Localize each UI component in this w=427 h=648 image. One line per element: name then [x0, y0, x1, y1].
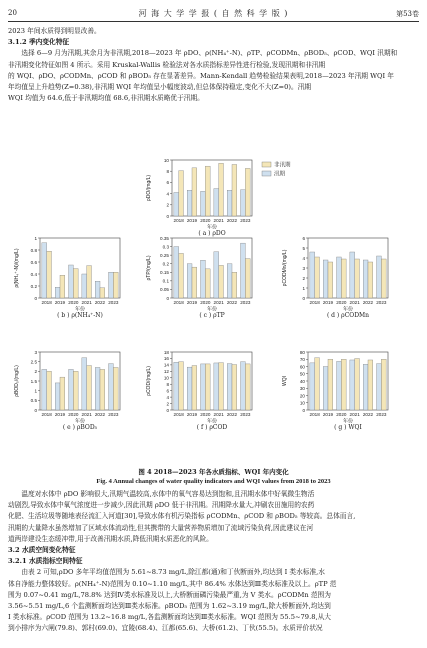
x-tick-label: 2023 [108, 300, 119, 305]
x-axis-label: 年份 [342, 418, 354, 425]
x-tick-label: 2020 [68, 412, 79, 417]
bar-nonflood [179, 171, 184, 216]
y-tick-label: 0 [302, 295, 305, 301]
bar-flood [214, 363, 219, 410]
y-tick-label: 1.5 [30, 378, 37, 384]
bar-flood [109, 272, 114, 298]
text-line: 由表 2 可知,ρDO 多年平均值范围为 5.61~8.73 mg/L,除江都(通)和丁伙断面外,均达到 I 类水标准,水 [8, 568, 325, 577]
bar-flood [323, 367, 328, 411]
x-tick-label: 2022 [226, 412, 238, 417]
bar-nonflood [192, 366, 197, 410]
text-line: 道两岸建设生态缓冲带,用于改善汛期水质,降低汛期水质恶化的风险。 [8, 534, 213, 543]
x-axis-label: 年份 [342, 306, 354, 313]
bar-flood [82, 358, 87, 410]
x-tick-label: 2019 [54, 300, 66, 305]
y-tick-label: 4 [302, 255, 305, 261]
text-line: 温度对水体中 ρDO 影响很大,汛期气温较高,水体中的氧气容易达到饱和,且汛期水体中好氧微生物活 [8, 490, 315, 498]
x-tick-label: 2023 [376, 412, 387, 417]
y-tick-label: 14 [163, 362, 169, 368]
y-tick-label: 6 [166, 388, 169, 394]
y-tick-label: 0.3 [162, 244, 169, 250]
x-tick-label: 2022 [226, 300, 238, 305]
text-line: 汛期的大量降水虽然增加了区域水体流动性,但其携带的大量营养物质增加了流域污染负荷,因此建议在河 [8, 523, 314, 532]
x-tick-label: 2022 [362, 412, 374, 417]
bar-nonflood [113, 367, 118, 410]
bar-flood [187, 264, 192, 298]
bar-nonflood [87, 366, 92, 410]
x-tick-label: 2019 [186, 300, 198, 305]
legend-swatch-nonflood [262, 162, 271, 167]
y-tick-label: 6 [166, 180, 169, 186]
y-axis-label: ρ(NH₄⁺-N)/(mg/L) [14, 248, 20, 288]
bar-nonflood [73, 269, 78, 298]
bar-flood [55, 287, 60, 298]
bar-nonflood [341, 259, 346, 298]
bar-nonflood [368, 262, 373, 298]
volume-number: 第53卷 [396, 10, 419, 18]
x-axis-label: 年份 [74, 418, 86, 425]
section-heading: 3.2.1 水质指标空间特征 [8, 557, 83, 566]
y-tick-label: 0.15 [160, 270, 169, 276]
bar-flood [95, 281, 100, 298]
subplot-caption-c: ( c ) ρTP [199, 312, 225, 319]
text-line: 体自净能力整体较好。ρ(NH₄⁺-N)范围为 0.10~1.10 mg/L,其中 86.4% 水体达到Ⅲ类水标准及以上。ρTP 范 [8, 579, 337, 588]
bar-flood [310, 252, 315, 298]
y-tick-label: 4 [166, 394, 169, 400]
bar-nonflood [219, 163, 224, 216]
bar-flood [377, 364, 382, 410]
x-tick-label: 2022 [362, 300, 374, 305]
bar-nonflood [113, 272, 118, 298]
y-tick-label: 10 [163, 157, 169, 163]
bar-flood [109, 364, 114, 410]
y-tick-label: 0.1 [162, 278, 169, 284]
x-tick-label: 2020 [200, 300, 211, 305]
bar-flood [350, 252, 355, 298]
x-axis-label: 年份 [74, 306, 86, 313]
bar-flood [227, 264, 232, 298]
x-tick-label: 2019 [322, 300, 334, 305]
bar-nonflood [192, 168, 197, 216]
x-tick-label: 2023 [240, 412, 251, 417]
y-tick-label: 50 [299, 371, 305, 377]
y-axis-label: ρDO/(mg/L) [146, 174, 152, 202]
y-tick-label: 3 [34, 349, 37, 355]
legend-label-nonflood: 非汛期 [274, 162, 291, 169]
bar-flood [201, 260, 206, 298]
bar-nonflood [232, 365, 237, 410]
bar-nonflood [219, 265, 224, 298]
y-axis-label: WQI [282, 376, 288, 386]
bar-flood [95, 367, 100, 410]
bar-flood [55, 383, 60, 410]
bar-flood [337, 257, 342, 298]
y-tick-label: 60 [299, 364, 305, 370]
y-tick-label: 5 [302, 245, 305, 251]
subplot-caption-a: ( a ) ρDO [198, 230, 226, 237]
text-line: 非汛期变化特征如图 4 所示。采用 Kruskal-Wallis 检验法对各水质指标差异性进行检验,发现汛期和非汛期 [8, 60, 326, 69]
text-line: 化肥、生活垃圾等随地表径流汇入河道[30],导致水体有机污染指标 ρCODMn、ρCOD 和 ρBOD₅ 等较高。总体而言, [8, 512, 356, 521]
bar-flood [241, 190, 246, 216]
bar-nonflood [73, 371, 78, 410]
bar-nonflood [232, 164, 237, 216]
bar-flood [363, 260, 368, 298]
bar-flood [227, 364, 232, 410]
y-tick-label: 0 [34, 295, 37, 301]
x-tick-label: 2018 [41, 412, 52, 417]
bar-nonflood [205, 364, 210, 410]
legend-label-flood: 汛期 [274, 171, 286, 178]
plot-frame-e [40, 352, 120, 410]
bar-flood [241, 243, 246, 298]
bar-nonflood [381, 259, 386, 298]
x-tick-label: 2023 [108, 412, 119, 417]
bar-nonflood [328, 359, 333, 410]
bar-flood [214, 189, 219, 216]
bar-nonflood [355, 259, 360, 298]
x-tick-label: 2019 [186, 218, 198, 223]
bar-nonflood [381, 359, 386, 410]
x-tick-label: 2021 [349, 412, 360, 417]
x-tick-label: 2020 [200, 218, 211, 223]
x-tick-label: 2021 [81, 300, 92, 305]
bar-flood [201, 364, 206, 410]
y-tick-label: 2 [166, 202, 169, 208]
bar-nonflood [219, 363, 224, 410]
y-tick-label: 2 [166, 401, 169, 407]
y-tick-label: 4 [166, 191, 169, 197]
plot-frame-a [172, 160, 252, 216]
page-number: 20 [8, 9, 17, 17]
y-tick-label: 80 [299, 349, 305, 355]
y-axis-label: ρTP/(mg/L) [146, 255, 152, 281]
journal-title: 河 海 大 学 学 报 ( 自 然 科 学 版 ) [138, 9, 289, 18]
x-tick-label: 2022 [94, 412, 106, 417]
x-tick-label: 2021 [213, 412, 224, 417]
x-tick-label: 2018 [41, 300, 52, 305]
bar-nonflood [179, 362, 184, 410]
bar-flood [363, 364, 368, 410]
bar-flood [337, 361, 342, 410]
x-tick-label: 2021 [213, 218, 224, 223]
plot-frame-d [308, 238, 388, 298]
x-tick-label: 2020 [200, 412, 211, 417]
bar-flood [174, 362, 179, 410]
text-line: 围为 0.07~0.41 mg/L,78.8% 达到Ⅳ类水标准及以上,大桥断面磷污染最严重,为 V 类水。ρCODMn 范围为 [8, 590, 331, 599]
x-tick-label: 2020 [68, 300, 79, 305]
bar-nonflood [179, 253, 184, 298]
bar-flood [377, 256, 382, 298]
y-tick-label: 6 [302, 235, 305, 241]
y-tick-label: 8 [166, 382, 169, 388]
y-tick-label: 12 [163, 369, 169, 375]
y-tick-label: 30 [299, 386, 305, 392]
bar-nonflood [245, 364, 250, 410]
y-tick-label: 2 [34, 369, 37, 375]
bar-nonflood [315, 257, 320, 298]
x-tick-label: 2019 [186, 412, 198, 417]
text-line: 2023 年间水质得到明显改善。 [8, 27, 101, 35]
y-tick-label: 0.05 [160, 287, 169, 293]
y-tick-label: 0 [302, 407, 305, 413]
bar-flood [42, 243, 47, 298]
y-tick-label: 0 [166, 295, 169, 301]
y-tick-label: 0.6 [30, 259, 37, 265]
plot-frame-g [308, 352, 388, 410]
subplot-caption-e: ( e ) ρBOD₅ [62, 424, 98, 431]
bar-nonflood [100, 288, 105, 298]
y-tick-label: 0.35 [160, 235, 169, 241]
y-tick-label: 1 [34, 235, 37, 241]
x-tick-label: 2023 [240, 300, 251, 305]
x-tick-label: 2021 [349, 300, 360, 305]
y-tick-label: 0.8 [30, 247, 37, 253]
bar-nonflood [192, 267, 197, 298]
bar-nonflood [205, 269, 210, 298]
bar-flood [82, 274, 87, 298]
bar-flood [174, 192, 179, 216]
bar-flood [187, 190, 192, 216]
y-tick-label: 70 [299, 357, 305, 363]
y-axis-label: ρBOD₅/(mg/L) [14, 365, 20, 397]
y-tick-label: 2 [302, 275, 305, 281]
text-line: 到小排序为六闸(79.8)、郭村(69.0)、宜陵(68.4)、江都(65.6)、大桥(61.2)、丁伙(55.5)。水质评价状况 [8, 624, 323, 633]
bar-nonflood [60, 377, 65, 410]
bar-flood [201, 191, 206, 216]
x-tick-label: 2018 [309, 412, 320, 417]
bar-nonflood [328, 262, 333, 298]
bar-flood [241, 362, 246, 410]
y-tick-label: 0.5 [30, 398, 37, 404]
x-tick-label: 2020 [336, 300, 347, 305]
x-tick-label: 2022 [94, 300, 106, 305]
bar-flood [42, 369, 47, 410]
bar-nonflood [315, 358, 320, 410]
y-tick-label: 10 [163, 375, 169, 381]
bar-nonflood [205, 166, 210, 216]
x-tick-label: 2019 [54, 412, 66, 417]
x-tick-label: 2018 [173, 300, 184, 305]
bar-flood [323, 260, 328, 298]
y-tick-label: 16 [163, 356, 169, 362]
y-tick-label: 8 [166, 169, 169, 174]
y-tick-label: 0.2 [162, 261, 169, 267]
y-tick-label: 1 [34, 388, 37, 394]
y-tick-label: 2.5 [30, 359, 37, 365]
y-tick-label: 20 [299, 393, 305, 399]
y-tick-label: 40 [299, 378, 305, 384]
subplot-caption-d: ( d ) ρCODMn [326, 312, 370, 319]
text-line: WQI 均值为 64.6,低于非汛期均值 68.6,非汛期水质略优于汛期。 [8, 94, 204, 103]
text-line: 的 WQI、ρDO、ρCODMn、ρCOD 和 ρBOD₅ 存在显著差异。Mann-Kendall 趋势检验结果表明,2018—2023 年汛期 WQI 年 [8, 71, 394, 80]
bar-nonflood [60, 275, 65, 298]
bar-nonflood [245, 259, 250, 298]
bar-nonflood [100, 369, 105, 410]
running-header [0, 0, 427, 24]
plot-frame-f [172, 352, 252, 410]
y-tick-label: 0.4 [30, 271, 37, 277]
bar-flood [227, 190, 232, 216]
x-tick-label: 2020 [336, 412, 347, 417]
figure-caption: 图 4 2018—2023 年各水质指标、WQI 年内变化 [138, 468, 289, 476]
text-line: 动剧烈,导致水体中氧气浓度进一步减少,因此汛期 ρDO 低于非汛期。汛期降水量大,冲刷农田施用的农药 [8, 501, 315, 510]
bar-flood [174, 247, 179, 298]
x-axis-label: 年份 [206, 306, 218, 313]
bar-nonflood [368, 360, 373, 410]
x-tick-label: 2018 [173, 218, 184, 223]
bar-nonflood [232, 272, 237, 298]
bar-flood [310, 363, 315, 410]
bar-flood [187, 367, 192, 410]
y-tick-label: 0 [166, 407, 169, 413]
text-line: 3.56~5.51 mg/L,6 个监测断面均达到Ⅲ类水标准。ρBOD₅ 范围为 1.62~3.19 mg/L,除大桥断面外,均达到 [8, 602, 331, 610]
y-tick-label: 18 [163, 349, 169, 355]
figure-caption-en: Fig. 4 Annual changes of water quality indicators and WQI values from 2018 to 2023 [96, 478, 331, 485]
x-tick-label: 2018 [309, 300, 320, 305]
subplot-caption-f: ( f ) ρCOD [196, 424, 228, 431]
y-axis-label: ρCOD/(mg/L) [146, 366, 152, 396]
x-tick-label: 2019 [322, 412, 334, 417]
x-tick-label: 2022 [226, 218, 238, 223]
plot-frame-b [40, 238, 120, 298]
x-tick-label: 2018 [173, 412, 184, 417]
x-tick-label: 2023 [376, 300, 387, 305]
y-tick-label: 0 [34, 407, 37, 413]
text-line: I 类水标准。ρCOD 范围为 13.2~16.8 mg/L,各监测断面均达到Ⅲ类水标准。WQI 范围为 55.5~79.8,从大 [8, 613, 331, 622]
bar-nonflood [47, 371, 52, 410]
bar-flood [69, 265, 74, 298]
bar-nonflood [47, 251, 52, 298]
bar-nonflood [87, 266, 92, 298]
x-tick-label: 2021 [81, 412, 92, 417]
text-line: 选择 6—9 月为汛期,其余月为非汛期,2018—2023 年 ρDO、ρ(NH₄⁺-N)、ρTP、ρCODMn、ρBOD₅、ρCOD、WQI 汛期和 [8, 49, 398, 58]
plot-frame-c [172, 238, 252, 298]
y-tick-label: 1 [302, 285, 305, 291]
y-tick-label: 0 [166, 213, 169, 219]
bar-flood [69, 369, 74, 410]
y-tick-label: 0.25 [160, 252, 169, 258]
x-axis-label: 年份 [206, 418, 218, 425]
y-axis-label: ρCODMn/(mg/L) [282, 249, 288, 287]
bar-nonflood [341, 359, 346, 410]
subplot-caption-g: ( g ) WQI [334, 424, 362, 431]
y-tick-label: 0.2 [30, 283, 37, 289]
bar-nonflood [355, 359, 360, 410]
bar-nonflood [245, 168, 250, 216]
bar-flood [214, 252, 219, 298]
x-tick-label: 2023 [240, 218, 251, 223]
x-axis-label: 年份 [206, 224, 218, 231]
y-tick-label: 10 [299, 400, 305, 406]
section-heading: 3.1.2 季内变化特征 [8, 38, 70, 47]
bar-flood [350, 360, 355, 410]
legend-swatch-flood [262, 171, 271, 176]
y-tick-label: 3 [302, 265, 305, 271]
x-tick-label: 2021 [213, 300, 224, 305]
header-rule [8, 21, 419, 22]
section-heading: 3.2 水质空间变化特征 [8, 546, 76, 554]
subplot-caption-b: ( b ) ρ(NH₄⁺-N) [57, 312, 103, 319]
text-line: 年均值呈上升趋势(Z=0.38),非汛期 WQI 年均值呈小幅度波动,但总体保持稳定,变化不大(Z=0)。汛期 [8, 83, 312, 91]
